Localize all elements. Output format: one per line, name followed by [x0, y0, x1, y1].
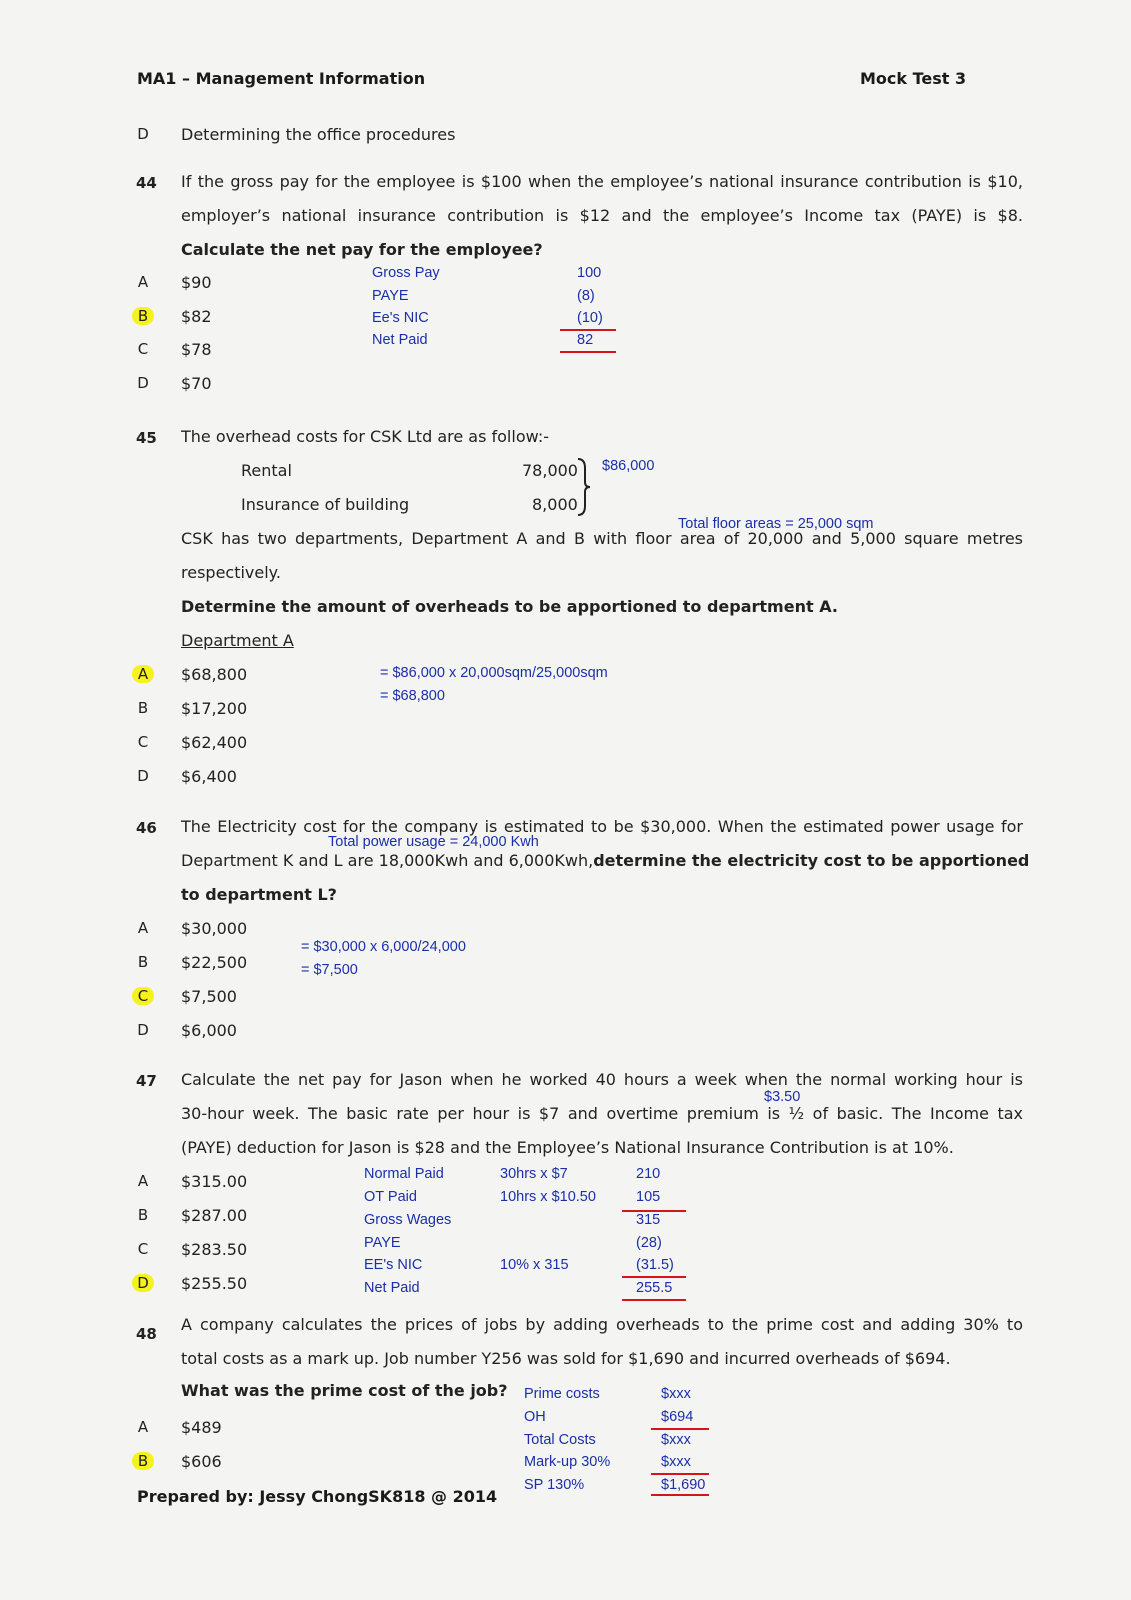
- header-test-name: Mock Test 3: [860, 69, 967, 88]
- q45-line1: CSK has two departments, Department A and B with floor area of 20,000 and 5,000 square metres: [181, 529, 1023, 548]
- q46-working-line: = $30,000 x 6,000/24,000: [301, 939, 466, 955]
- q47-option-b: $287.00: [181, 1206, 248, 1225]
- q47-option-c-letter: C: [137, 1240, 149, 1258]
- q44-working-label: Gross Pay: [372, 265, 440, 281]
- q47-working-value: 210: [636, 1166, 661, 1182]
- q47-working-value: 105: [636, 1189, 661, 1205]
- q44-option-a-letter: A: [137, 273, 149, 291]
- q46-line2-text: Department K and L are 18,000Kwh and 6,000Kwh,: [181, 851, 594, 870]
- q45-intro: The overhead costs for CSK Ltd are as follow:-: [181, 427, 549, 446]
- q47-red-underline: [622, 1299, 686, 1301]
- q48-option-a-letter: A: [137, 1418, 149, 1436]
- q47-working-calc: 10% x 315: [500, 1257, 569, 1273]
- q45-option-a: $68,800: [181, 665, 248, 684]
- q47-premium-note: $3.50: [764, 1089, 801, 1105]
- q46-option-c: $7,500: [181, 987, 237, 1006]
- q44-line2: employer’s national insurance contribution is $12 and the employee’s Income tax (PAYE) is $8.: [181, 206, 1023, 225]
- q47-working-value: 255.5: [636, 1280, 673, 1296]
- q45-option-d: $6,400: [181, 767, 237, 786]
- header-title: MA1 – Management Information: [137, 69, 426, 88]
- q48-option-b: $606: [181, 1452, 222, 1471]
- q46-line1: The Electricity cost for the company is estimated to be $30,000. When the estimated power usage for: [181, 817, 1023, 836]
- q44-option-c-letter: C: [137, 340, 149, 358]
- q44-option-c: $78: [181, 340, 212, 359]
- q46-line2-bold: determine the electricity cost to be apportioned: [593, 851, 1030, 870]
- q48-working-value: $xxx: [661, 1454, 691, 1470]
- q45-row-label: Insurance of building: [241, 495, 410, 514]
- q47-option-c: $283.50: [181, 1240, 248, 1259]
- q43-option-text: Determining the office procedures: [181, 125, 456, 144]
- q44-working-label: Ee's NIC: [372, 310, 429, 326]
- q44-option-d: $70: [181, 374, 212, 393]
- q47-line1: Calculate the net pay for Jason when he worked 40 hours a week when the normal working hour is: [181, 1070, 1023, 1089]
- q43-option-letter: D: [137, 125, 149, 143]
- q47-number: 47: [136, 1072, 157, 1090]
- q45-floor-note: Total floor areas = 25,000 sqm: [678, 516, 874, 532]
- q47-line2: 30-hour week. The basic rate per hour is $7 and overtime premium is ½ of basic. The Income tax: [181, 1104, 1023, 1123]
- q45-option-c-letter: C: [137, 733, 149, 751]
- q48-working-label: SP 130%: [524, 1477, 585, 1493]
- q48-working-value: $xxx: [661, 1386, 691, 1402]
- q46-option-b-letter: B: [137, 953, 149, 971]
- q45-working-line: = $68,800: [380, 688, 445, 704]
- q45-row-value: 8,000: [532, 495, 578, 514]
- q45-working-line: = $86,000 x 20,000sqm/25,000sqm: [380, 665, 608, 681]
- q46-option-d-letter: D: [137, 1021, 149, 1039]
- q47-option-d: $255.50: [181, 1274, 248, 1293]
- q46-option-c-letter-highlighted: C: [132, 987, 154, 1005]
- q44-working-value: (10): [577, 310, 603, 326]
- q44-working-value: 100: [577, 265, 602, 281]
- q47-working-label: Net Paid: [364, 1280, 420, 1296]
- q48-working-label: Total Costs: [524, 1432, 596, 1448]
- q47-line3: (PAYE) deduction for Jason is $28 and the Employee’s National Insurance Contribution is at 10%.: [181, 1138, 954, 1157]
- q46-option-a: $30,000: [181, 919, 248, 938]
- q44-red-underline: [560, 329, 616, 331]
- q45-option-a-letter-highlighted: A: [132, 665, 154, 683]
- q47-working-label: Gross Wages: [364, 1212, 452, 1228]
- q48-number: 48: [136, 1325, 157, 1343]
- q45-option-c: $62,400: [181, 733, 248, 752]
- q44-working-value: (8): [577, 288, 595, 304]
- q47-working-label: Normal Paid: [364, 1166, 444, 1182]
- q48-working-value: $694: [661, 1409, 694, 1425]
- q46-option-a-letter: A: [137, 919, 149, 937]
- q44-option-b-letter-highlighted: B: [132, 307, 154, 325]
- q48-working-value: $1,690: [661, 1477, 706, 1493]
- q45-sub-heading: Department A: [181, 631, 294, 650]
- q47-option-b-letter: B: [137, 1206, 149, 1224]
- q44-working-value: 82: [577, 332, 594, 348]
- q44-option-b: $82: [181, 307, 212, 326]
- q47-working-calc: 30hrs x $7: [500, 1166, 568, 1182]
- q44-option-d-letter: D: [137, 374, 149, 392]
- q45-option-b: $17,200: [181, 699, 248, 718]
- q48-line1: A company calculates the prices of jobs by adding overheads to the prime cost and adding 30% to: [181, 1315, 1023, 1334]
- q44-working-label: Net Paid: [372, 332, 428, 348]
- q46-line3: to department L?: [181, 885, 337, 904]
- q48-option-b-letter-highlighted: B: [132, 1452, 154, 1470]
- q44-number: 44: [136, 174, 157, 192]
- q44-working-label: PAYE: [372, 288, 409, 304]
- q45-brace: [575, 456, 593, 518]
- q45-row-value: 78,000: [522, 461, 578, 480]
- q45-line2: respectively.: [181, 563, 281, 582]
- q48-red-underline: [651, 1473, 709, 1475]
- q46-option-d: $6,000: [181, 1021, 237, 1040]
- q45-option-d-letter: D: [137, 767, 149, 785]
- q47-working-label: EE's NIC: [364, 1257, 423, 1273]
- q48-option-a: $489: [181, 1418, 222, 1437]
- q47-red-underline: [622, 1276, 686, 1278]
- q48-working-label: OH: [524, 1409, 546, 1425]
- q46-working-line: = $7,500: [301, 962, 358, 978]
- q44-option-a: $90: [181, 273, 212, 292]
- q47-option-a: $315.00: [181, 1172, 248, 1191]
- q48-line2: total costs as a mark up. Job number Y256 was sold for $1,690 and incurred overheads of $694.: [181, 1349, 951, 1368]
- q47-option-d-letter-highlighted: D: [132, 1274, 154, 1292]
- q48-working-label: Prime costs: [524, 1386, 600, 1402]
- q45-row-label: Rental: [241, 461, 292, 480]
- q45-option-b-letter: B: [137, 699, 149, 717]
- q44-question: Calculate the net pay for the employee?: [181, 240, 543, 259]
- q44-red-underline: [560, 351, 616, 353]
- q45-number: 45: [136, 429, 157, 447]
- q48-red-underline: [651, 1428, 709, 1430]
- q47-option-a-letter: A: [137, 1172, 149, 1190]
- q46-power-note: Total power usage = 24,000 Kwh: [328, 834, 539, 850]
- q44-line1: If the gross pay for the employee is $100 when the employee’s national insurance contribution is $10,: [181, 172, 1023, 191]
- q47-working-label: PAYE: [364, 1235, 401, 1251]
- q47-working-value: (31.5): [636, 1257, 674, 1273]
- footer-prepared-by: Prepared by: Jessy ChongSK818 @ 2014: [137, 1487, 498, 1506]
- q48-question: What was the prime cost of the job?: [181, 1381, 508, 1400]
- q47-working-value: 315: [636, 1212, 661, 1228]
- q48-working-label: Mark-up 30%: [524, 1454, 611, 1470]
- q47-working-label: OT Paid: [364, 1189, 417, 1205]
- q48-working-value: $xxx: [661, 1432, 691, 1448]
- q46-number: 46: [136, 819, 157, 837]
- q45-question: Determine the amount of overheads to be apportioned to department A.: [181, 597, 838, 616]
- q46-option-b: $22,500: [181, 953, 248, 972]
- q45-total-note: $86,000: [602, 458, 655, 474]
- q47-working-calc: 10hrs x $10.50: [500, 1189, 596, 1205]
- q46-line2: [181, 851, 1030, 870]
- q48-red-underline: [651, 1494, 709, 1496]
- q47-working-value: (28): [636, 1235, 662, 1251]
